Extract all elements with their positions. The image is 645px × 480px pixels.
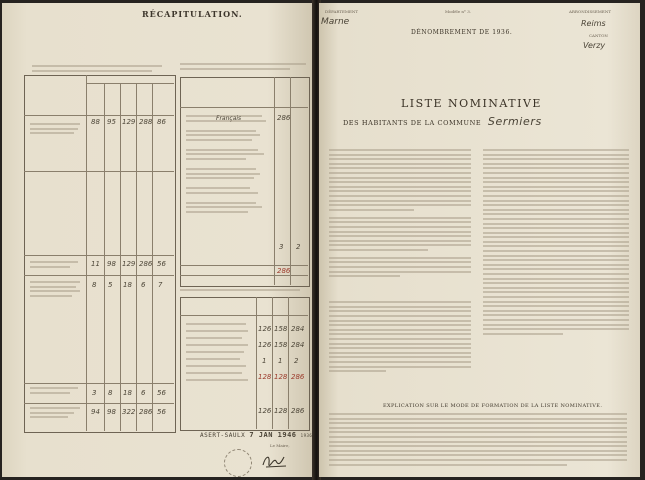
main-title: LISTE NOMINATIVE <box>401 97 542 110</box>
arrondissement-label: ARRONDISSEMENT <box>569 9 611 14</box>
c-r5-c2: 128 <box>274 407 288 415</box>
c-r3-c1: 1 <box>262 357 267 365</box>
c-r2-c1: 126 <box>258 341 272 349</box>
explication-text <box>329 413 627 468</box>
b-total-value: 286 <box>277 267 291 275</box>
census-title: DÉNOMBREMENT DE 1936. <box>411 29 513 36</box>
subtitle: DES HABITANTS DE LA COMMUNE Sermiers <box>343 115 542 128</box>
c-r4-c3: 286 <box>291 373 305 381</box>
c-r2-c2: 158 <box>274 341 288 349</box>
canton-value: Verzy <box>583 41 606 50</box>
a-r2-c5: 56 <box>157 260 166 268</box>
right-page <box>319 3 640 477</box>
a-r1-c1: 88 <box>91 118 100 126</box>
a-r3-c3: 18 <box>123 281 132 289</box>
a-r3-c5: 7 <box>158 281 163 289</box>
c-r1-c2: 158 <box>274 325 288 333</box>
a-r2-c2: 98 <box>107 260 116 268</box>
b-r1-value: 286 <box>277 114 291 122</box>
c-r5-c3: 286 <box>291 407 305 415</box>
c-r1-c1: 126 <box>258 325 272 333</box>
a-r5-c1: 94 <box>91 408 100 416</box>
a-r5-c3: 322 <box>122 408 136 416</box>
commune-value: Sermiers <box>487 115 542 128</box>
a-r2-c1: 11 <box>91 260 100 268</box>
b-r1-label: Français <box>216 115 242 122</box>
a-r3-c1: 8 <box>92 281 97 289</box>
a-r5-c5: 56 <box>157 408 166 416</box>
dept-label: DÉPARTEMENT <box>325 9 359 14</box>
instructions-left-column <box>329 149 471 375</box>
a-r4-c2: 8 <box>108 389 113 397</box>
a-r1-c4: 288 <box>139 118 153 126</box>
a-r4-c3: 18 <box>123 389 132 397</box>
a-r4-c4: 6 <box>141 389 146 397</box>
a-r3-c2: 5 <box>108 281 113 289</box>
b-r2-value: 3 <box>279 243 284 251</box>
b-r3-value: 2 <box>296 243 301 251</box>
instructions-right-column <box>483 149 629 337</box>
a-r1-c3: 129 <box>122 118 136 126</box>
a-r1-c2: 95 <box>107 118 116 126</box>
a-r4-c1: 3 <box>92 389 97 397</box>
canton-label: CANTON <box>589 33 608 38</box>
c-r5-c1: 126 <box>258 407 272 415</box>
a-r2-c3: 129 <box>122 260 136 268</box>
dept-value: Marne <box>321 17 350 27</box>
c-r3-c3: 2 <box>294 357 299 365</box>
c-r1-c3: 284 <box>291 325 305 333</box>
c-r2-c3: 284 <box>291 341 305 349</box>
a-r5-c2: 98 <box>107 408 116 416</box>
date-stamp: ASERT-SAULX 7 JAN 1946 1936 <box>200 431 313 439</box>
recapitulation-title: RÉCAPITULATION. <box>142 9 243 19</box>
a-r5-c4: 286 <box>139 408 153 416</box>
a-r2-c4: 286 <box>139 260 153 268</box>
mayor-label: Le Maire, <box>270 443 290 448</box>
c-r4-c2: 128 <box>274 373 288 381</box>
explication-title: EXPLICATION SUR LE MODE DE FORMATION DE LA LISTE NOMINATIVE. <box>383 403 603 409</box>
a-r4-c5: 56 <box>157 389 166 397</box>
a-r3-c4: 6 <box>141 281 146 289</box>
left-page <box>2 3 314 477</box>
a-r1-c5: 86 <box>157 118 166 126</box>
c-r4-c1: 128 <box>258 373 272 381</box>
arrondissement-value: Reims <box>581 19 606 28</box>
municipal-seal <box>224 449 252 477</box>
mayor-signature <box>260 451 290 471</box>
model-label: Modèle n° 3. <box>445 9 472 14</box>
c-r3-c2: 1 <box>278 357 283 365</box>
